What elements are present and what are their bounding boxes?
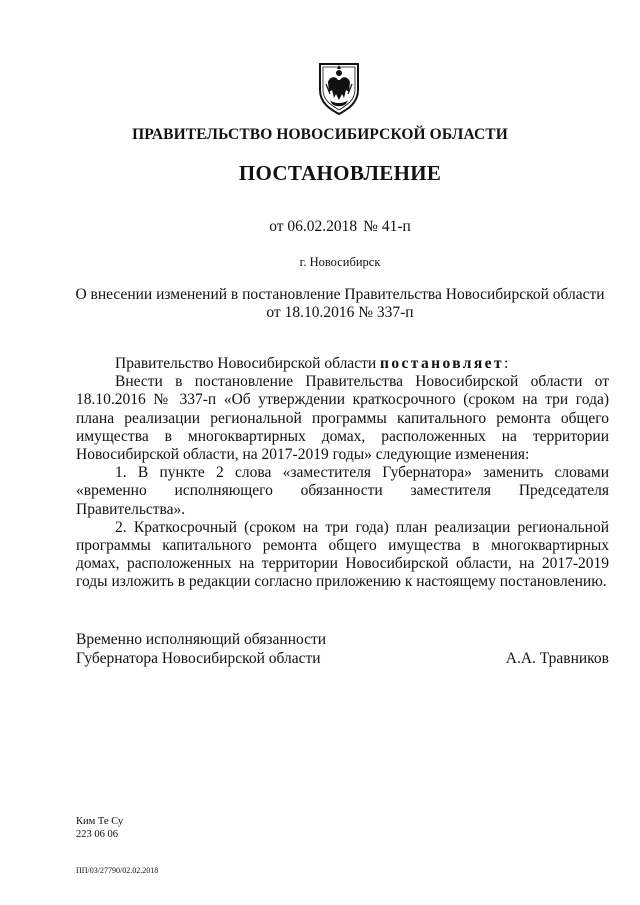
signer-name: А.А. Травников [505,649,609,667]
preamble-colon: : [503,355,509,372]
city-line: г. Новосибирск [299,255,381,269]
intro-paragraph: Внести в постановление Правительства Новосибирской области от 18.10.2016 № 337-п «Об утверждении краткосрочного (сроком на три года) плана реализации региональной программы капитального ремонта общего имущества в многоквартирных домах, расположенных на территории Новосибирской области, на 2017-2019 годы» следующие изменения: [76,373,609,464]
document-subject [40,286,640,322]
document-code: ПП/03/27790/02.02.2018 [76,866,159,875]
preamble-subject: Правительство Новосибирской области [115,355,377,372]
signature-block [76,631,609,668]
executor-block [76,815,123,841]
organization-title: ПРАВИТЕЛЬСТВО НОВОСИБИРСКОЙ ОБЛАСТИ [132,126,508,143]
subject-line-2: от 18.10.2016 № 337-п [266,304,414,321]
executor-phone: 223 06 06 [76,829,118,840]
item-2-paragraph: 2. Краткосрочный (сроком на три года) план реализации региональной программы капитального ремонта общего имущества в многоквартирных домах, расположенных на территории Новосибирской области, на 2017-2019 годы изложить в редакции согласно приложению к настоящему постановлению. [76,518,609,591]
signer-title-line-2: Губернатора Новосибирской области [76,649,321,667]
item-1-paragraph: 1. В пункте 2 слова «заместителя Губернатора» заменить словами «временно исполняющего обязанности заместителя Председателя Правительства». [76,464,609,518]
date-number-line [0,218,640,236]
executor-name: Ким Те Су [76,816,124,827]
preamble-verb: постановляет [380,355,504,372]
coat-of-arms-icon [316,60,362,116]
signer-title-line-1: Временно исполняющий обязанности [76,631,327,648]
document-date: от 06.02.2018 [269,218,358,235]
document-type-title: ПОСТАНОВЛЕНИЕ [238,161,442,185]
preamble-paragraph [76,355,609,373]
document-number: № 41-п [363,218,411,235]
document-body [76,355,609,592]
subject-line-1: О внесении изменений в постановление Правительства Новосибирской области [75,286,605,303]
